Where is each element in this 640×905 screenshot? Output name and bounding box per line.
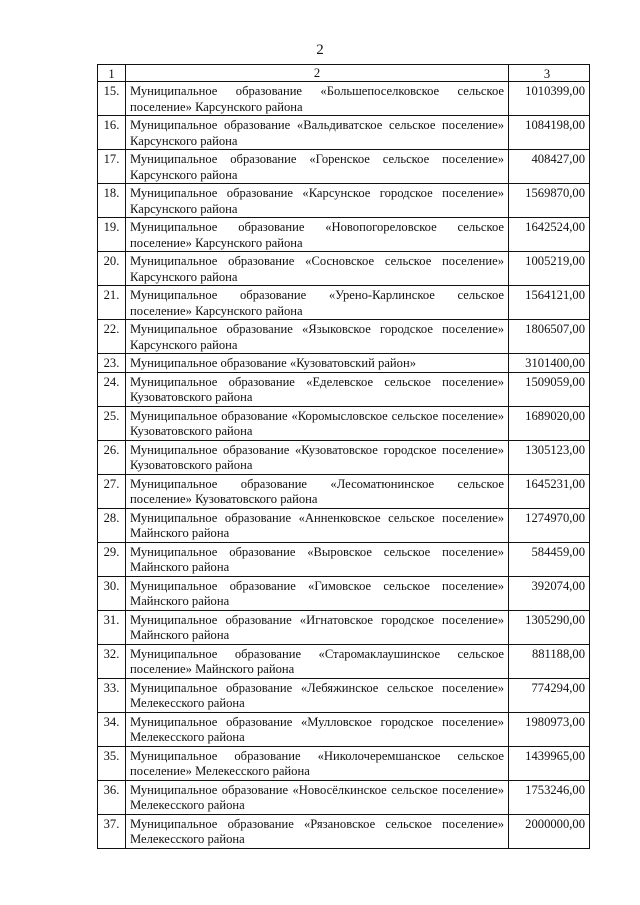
row-number: 22. [98, 320, 126, 354]
amount-value: 1753246,00 [509, 780, 590, 814]
municipality-name: Муниципальное образование «Еделевское сельское поселение» Кузоватовского района [126, 372, 509, 406]
municipality-name: Муниципальное образование «Мулловское городское поселение» Мелекесского района [126, 712, 509, 746]
municipality-name: Муниципальное образование «Сосновское сельское поселение» Карсунского района [126, 252, 509, 286]
table-row [98, 320, 590, 354]
municipality-name: Муниципальное образование «Лебяжинское сельское поселение» Мелекесского района [126, 678, 509, 712]
municipality-name: Муниципальное образование «Языковское городское поселение» Карсунского района [126, 320, 509, 354]
amount-value: 2000000,00 [509, 814, 590, 848]
municipality-name: Муниципальное образование «Горенское сельское поселение» Карсунского района [126, 150, 509, 184]
table-row [98, 644, 590, 678]
municipality-name: Муниципальное образование «Старомаклаушинское сельское поселение» Майнского района [126, 644, 509, 678]
table-row [98, 440, 590, 474]
table-row [98, 150, 590, 184]
row-number: 33. [98, 678, 126, 712]
municipality-name: Муниципальное образование «Кузоватовский район» [126, 354, 509, 373]
amount-value: 584459,00 [509, 542, 590, 576]
municipality-name: Муниципальное образование «Карсунское городское поселение» Карсунского района [126, 184, 509, 218]
amount-value: 881188,00 [509, 644, 590, 678]
row-number: 26. [98, 440, 126, 474]
municipality-name: Муниципальное образование «Большепоселковское сельское поселение» Карсунского района [126, 82, 509, 116]
amount-value: 1005219,00 [509, 252, 590, 286]
amount-value: 1439965,00 [509, 746, 590, 780]
amount-value: 1084198,00 [509, 116, 590, 150]
municipalities-table [97, 64, 590, 849]
amount-value: 1305123,00 [509, 440, 590, 474]
amount-value: 1305290,00 [509, 610, 590, 644]
column-header-value: 3 [509, 65, 590, 82]
table-row [98, 780, 590, 814]
table-row [98, 542, 590, 576]
municipality-name: Муниципальное образование «Вальдиватское сельское поселение» Карсунского района [126, 116, 509, 150]
amount-value: 774294,00 [509, 678, 590, 712]
row-number: 34. [98, 712, 126, 746]
table-header-row [98, 65, 590, 82]
amount-value: 1806507,00 [509, 320, 590, 354]
row-number: 18. [98, 184, 126, 218]
municipality-name: Муниципальное образование «Выровское сельское поселение» Майнского района [126, 542, 509, 576]
column-header-number: 1 [98, 65, 126, 82]
table-body [98, 65, 590, 849]
municipality-name: Муниципальное образование «Лесоматюнинское сельское поселение» Кузоватовского района [126, 474, 509, 508]
row-number: 37. [98, 814, 126, 848]
row-number: 30. [98, 576, 126, 610]
municipality-name: Муниципальное образование «Коромысловское сельское поселение» Кузоватовского района [126, 406, 509, 440]
municipality-name: Муниципальное образование «Урено-Карлинское сельское поселение» Карсунского района [126, 286, 509, 320]
row-number: 32. [98, 644, 126, 678]
municipality-name: Муниципальное образование «Анненковское сельское поселение» Майнского района [126, 508, 509, 542]
amount-value: 3101400,00 [509, 354, 590, 373]
row-number: 15. [98, 82, 126, 116]
municipality-name: Муниципальное образование «Новосёлкинское сельское поселение» Мелекесского района [126, 780, 509, 814]
table-row [98, 218, 590, 252]
table-row [98, 372, 590, 406]
row-number: 28. [98, 508, 126, 542]
row-number: 25. [98, 406, 126, 440]
amount-value: 1980973,00 [509, 712, 590, 746]
amount-value: 1569870,00 [509, 184, 590, 218]
amount-value: 392074,00 [509, 576, 590, 610]
amount-value: 1642524,00 [509, 218, 590, 252]
row-number: 24. [98, 372, 126, 406]
amount-value: 1645231,00 [509, 474, 590, 508]
table-row [98, 184, 590, 218]
row-number: 23. [98, 354, 126, 373]
table-row [98, 610, 590, 644]
row-number: 36. [98, 780, 126, 814]
table-row [98, 286, 590, 320]
page-number: 2 [316, 42, 324, 58]
amount-value: 1274970,00 [509, 508, 590, 542]
row-number: 19. [98, 218, 126, 252]
municipality-name: Муниципальное образование «Кузоватовское городское поселение» Кузоватовского района [126, 440, 509, 474]
municipality-name: Муниципальное образование «Новопогореловское сельское поселение» Карсунского района [126, 218, 509, 252]
row-number: 17. [98, 150, 126, 184]
row-number: 20. [98, 252, 126, 286]
table-row [98, 82, 590, 116]
table-row [98, 814, 590, 848]
municipality-name: Муниципальное образование «Гимовское сельское поселение» Майнского района [126, 576, 509, 610]
municipality-name: Муниципальное образование «Николочеремшанское сельское поселение» Мелекесского района [126, 746, 509, 780]
table-row [98, 508, 590, 542]
table-row [98, 746, 590, 780]
amount-value: 1689020,00 [509, 406, 590, 440]
table-row [98, 354, 590, 373]
row-number: 27. [98, 474, 126, 508]
municipality-name: Муниципальное образование «Рязановское сельское поселение» Мелекесского района [126, 814, 509, 848]
row-number: 21. [98, 286, 126, 320]
table-row [98, 678, 590, 712]
table-row [98, 252, 590, 286]
table-row [98, 406, 590, 440]
row-number: 29. [98, 542, 126, 576]
row-number: 16. [98, 116, 126, 150]
row-number: 35. [98, 746, 126, 780]
table-row [98, 474, 590, 508]
table-row [98, 116, 590, 150]
table-row [98, 712, 590, 746]
amount-value: 1509059,00 [509, 372, 590, 406]
column-header-name: 2 [126, 65, 509, 82]
amount-value: 1010399,00 [509, 82, 590, 116]
amount-value: 408427,00 [509, 150, 590, 184]
amount-value: 1564121,00 [509, 286, 590, 320]
municipality-name: Муниципальное образование «Игнатовское городское поселение» Майнского района [126, 610, 509, 644]
table-row [98, 576, 590, 610]
row-number: 31. [98, 610, 126, 644]
